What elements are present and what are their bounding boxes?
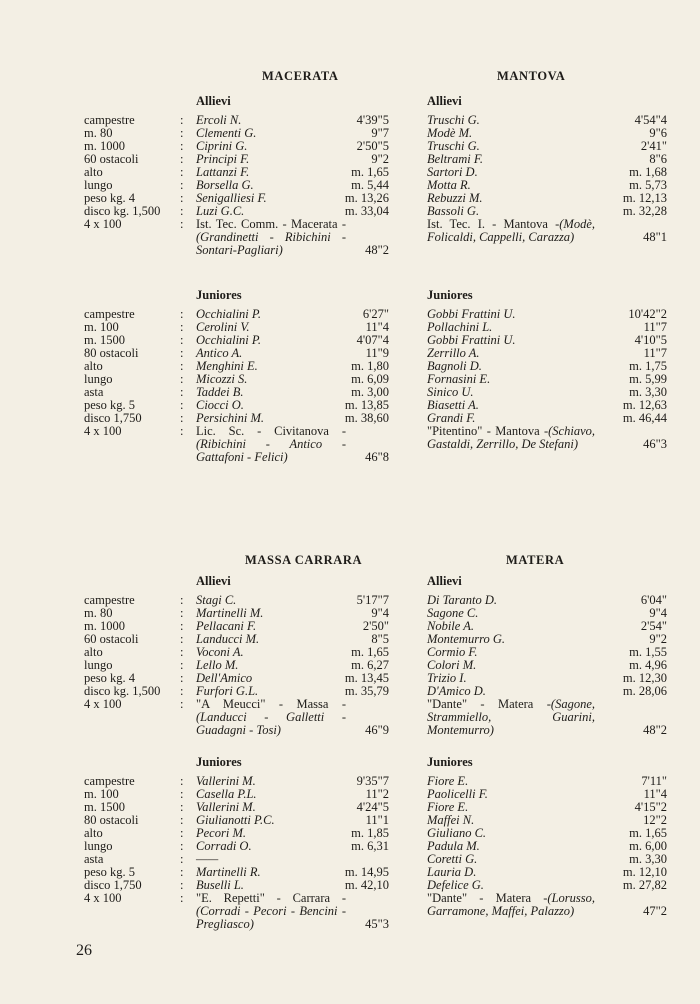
result-value: m. 5,44 [351, 178, 389, 192]
result-value: m. 38,60 [344, 411, 389, 425]
relay-members: (Schiavo, Gastaldi, Zerrillo, De Stefani) [427, 424, 595, 451]
result-row: campestre : Ercoli N. 4'39"5 [84, 113, 389, 127]
event-label: 80 ostacoli [84, 813, 139, 827]
result-value: 4'07"4 [356, 333, 389, 347]
result-row: peso kg. 4 : Dell'Amico m. 13,45 [84, 671, 389, 685]
result-value: 11"7 [643, 346, 667, 360]
result-value: m. 33,04 [344, 204, 389, 218]
athlete-name: Landucci M. [196, 632, 260, 646]
result-value: 11"4 [365, 320, 389, 334]
macerata-allievi-block [84, 95, 389, 257]
result-value: m. 3,30 [629, 852, 667, 866]
result-value: m. 1,68 [629, 165, 667, 179]
athlete-name: Pollachini L. [427, 320, 493, 334]
event-label: 4 x 100 [84, 891, 122, 905]
event-label: asta [84, 385, 104, 399]
relay-members: (Modè, Folicaldi, Cappelli, Carazza) [427, 217, 595, 244]
result-row: lungo : Borsella G. m. 5,44 [84, 178, 389, 192]
result-row: m. 100 : Casella P.L. 11"2 [84, 787, 389, 801]
relay-team: Lic. Sc. - Civitanova - [196, 424, 346, 438]
result-value: m. 1,55 [629, 645, 667, 659]
athlete-name: Biasetti A. [427, 398, 479, 412]
result-value: m. 42,10 [344, 878, 389, 892]
result-value: 4'15"2 [634, 800, 667, 814]
category-heading: Juniores [196, 755, 242, 769]
result-value: m. 27,82 [622, 878, 667, 892]
event-label: peso kg. 5 [84, 865, 136, 879]
result-value: 2'54" [640, 619, 667, 633]
result-value: m. 32,28 [622, 204, 667, 218]
relay-team: "Dante" - Matera - [427, 891, 548, 905]
event-label: 60 ostacoli [84, 152, 139, 166]
event-label: peso kg. 4 [84, 671, 136, 685]
athlete-name: Pellacani F. [196, 619, 257, 633]
relay-team: "Dante" - Matera - [427, 697, 551, 711]
matera-allievi-block [427, 575, 667, 737]
athlete-name: Pecori M. [196, 826, 246, 840]
event-label: 80 ostacoli [84, 346, 139, 360]
result-value: 46"9 [365, 723, 389, 737]
event-label: campestre [84, 113, 135, 127]
athlete-name: Stagi C. [196, 593, 237, 607]
athlete-name: Giuliano C. [427, 826, 487, 840]
athlete-name: Paolicelli F. [427, 787, 488, 801]
relay-team: "E. Repetti" - Carrara - [196, 891, 346, 905]
result-value: 9"2 [649, 632, 667, 646]
result-value: m. 12,30 [622, 671, 667, 685]
athlete-name: Gobbi Frattini U. [427, 307, 516, 321]
event-label: lungo [84, 839, 113, 853]
result-row: peso kg. 5 : Martinelli R. m. 14,95 [84, 865, 389, 879]
result-row: peso kg. 4 : Senigalliesi F. m. 13,26 [84, 191, 389, 205]
result-row: m. 1500 : Occhialini P. 4'07"4 [84, 333, 389, 347]
result-value: 11"2 [365, 787, 389, 801]
event-label: disco kg. 1,500 [84, 204, 161, 218]
result-value: m. 12,63 [622, 398, 667, 412]
result-value: 48"2 [365, 243, 389, 257]
result-row: 60 ostacoli : Landucci M. 8"5 [84, 632, 389, 646]
athlete-name: Fiore E. [427, 800, 469, 814]
relay-members: (Ribichini - Antico - Gattafoni - Felici) [196, 437, 346, 464]
result-value: m. 1,65 [351, 165, 389, 179]
result-row: lungo : Lello M. m. 6,27 [84, 658, 389, 672]
athlete-name: Gobbi Frattini U. [427, 333, 516, 347]
event-label: alto [84, 645, 103, 659]
event-label: peso kg. 4 [84, 191, 136, 205]
athlete-name: Nobile A. [427, 619, 474, 633]
result-value: m. 13,45 [344, 671, 389, 685]
result-value: m. 6,31 [351, 839, 389, 853]
athlete-name: Giulianotti P.C. [196, 813, 275, 827]
relay-members: (Sagone, Strammiello, Guarini, Montemurro) [427, 697, 595, 737]
result-value: 8"5 [371, 632, 389, 646]
category-heading: Juniores [427, 755, 473, 769]
result-row: campestre : Occhialini P. 6'27" [84, 307, 389, 321]
province-title-massa-carrara: MASSA CARRARA [245, 553, 363, 567]
mantova-allievi-block [427, 95, 667, 244]
result-row: 80 ostacoli : Antico A. 11"9 [84, 346, 389, 360]
relay-team: Ist. Tec. I. - Mantova - [427, 217, 560, 231]
athlete-name: Antico A. [196, 346, 243, 360]
athlete-name: Martinelli R. [196, 865, 261, 879]
province-title-macerata: MACERATA [262, 69, 339, 83]
result-value: m. 6,00 [629, 839, 667, 853]
result-value: m. 5,99 [629, 372, 667, 386]
athlete-name: Micozzi S. [196, 372, 248, 386]
event-label: asta [84, 852, 104, 866]
athlete-name: Corradi O. [196, 839, 252, 853]
event-label: disco 1,750 [84, 411, 142, 425]
result-value: 9'35"7 [356, 774, 389, 788]
result-value: 9"4 [371, 606, 389, 620]
athlete-name: Persichini M. [196, 411, 265, 425]
result-row: alto : Voconi A. m. 1,65 [84, 645, 389, 659]
result-row: disco 1,750 : Buselli L. m. 42,10 [84, 878, 389, 892]
relay-row [427, 218, 667, 244]
relay-team: "A Meucci" - Massa - [196, 697, 346, 711]
athlete-name: Ciocci O. [196, 398, 244, 412]
result-row: m. 1500 : Vallerini M. 4'24"5 [84, 800, 389, 814]
result-value: 11"9 [365, 346, 389, 360]
result-value: 4'10"5 [634, 333, 667, 347]
relay-members: (Lorusso, Garramone, Maffei, Palazzo) [427, 891, 595, 918]
athlete-name: Motta R. [427, 178, 471, 192]
result-value: m. 14,95 [344, 865, 389, 879]
result-value: 9"6 [649, 126, 667, 140]
result-value: 9"2 [371, 152, 389, 166]
athlete-name: Truschi G. [427, 113, 480, 127]
result-value: 2'50"5 [356, 139, 389, 153]
athlete-name: Padula M. [427, 839, 480, 853]
category-heading: Allievi [196, 574, 231, 588]
relay-row: 4 x 100 : Lic. Sc. - Civitanova -(Ribichini - Antico - Gattafoni - Felici) 46"8 [84, 424, 389, 464]
athlete-name: Lello M. [196, 658, 239, 672]
athlete-name: Zerrillo A. [427, 346, 480, 360]
athlete-name: Senigalliesi F. [196, 191, 267, 205]
athlete-name: Buselli L. [196, 878, 244, 892]
result-value: 45"3 [365, 917, 389, 931]
result-value: m. 35,79 [344, 684, 389, 698]
athlete-name: Grandi F. [427, 411, 476, 425]
event-label: 4 x 100 [84, 217, 122, 231]
result-value: 11"7 [643, 320, 667, 334]
athlete-name: Colori M. [427, 658, 477, 672]
result-value: m. 1,80 [351, 359, 389, 373]
result-row: alto : Menghini E. m. 1,80 [84, 359, 389, 373]
athlete-name: Truschi G. [427, 139, 480, 153]
event-label: campestre [84, 307, 135, 321]
event-label: m. 80 [84, 126, 113, 140]
result-value: 6'27" [362, 307, 389, 321]
event-label: m. 1500 [84, 333, 125, 347]
relay-row [427, 425, 667, 451]
relay-row [427, 892, 667, 918]
result-row: m. 80 : Martinelli M. 9"4 [84, 606, 389, 620]
athlete-name: Bassoli G. [427, 204, 480, 218]
relay-members: (Corradi - Pecori - Bencini - Pregliasco) [196, 904, 346, 931]
result-value: 9"7 [371, 126, 389, 140]
athlete-name: Cormio F. [427, 645, 478, 659]
athlete-name: Ciprini G. [196, 139, 248, 153]
category-heading: Juniores [427, 288, 473, 302]
result-value: m. 28,06 [622, 684, 667, 698]
result-row: lungo : Corradi O. m. 6,31 [84, 839, 389, 853]
event-label: 60 ostacoli [84, 632, 139, 646]
result-row: m. 80 : Clementi G. 9"7 [84, 126, 389, 140]
result-value: 10'42"2 [628, 307, 667, 321]
result-value: 48"1 [643, 230, 667, 244]
athlete-name: Fornasini E. [427, 372, 491, 386]
event-label: 4 x 100 [84, 697, 122, 711]
result-value: 4'24"5 [356, 800, 389, 814]
athlete-name: Borsella G. [196, 178, 254, 192]
athlete-name: Taddei B. [196, 385, 244, 399]
province-title-matera: MATERA [506, 553, 565, 567]
result-row: campestre : Vallerini M. 9'35"7 [84, 774, 389, 788]
result-value: m. 6,27 [351, 658, 389, 672]
result-row: m. 1000 : Ciprini G. 2'50"5 [84, 139, 389, 153]
event-label: m. 1500 [84, 800, 125, 814]
result-value: m. 13,85 [344, 398, 389, 412]
event-label: campestre [84, 774, 135, 788]
result-value: 47"2 [643, 904, 667, 918]
athlete-name: Coretti G. [427, 852, 478, 866]
result-row: disco kg. 1,500 : Luzi G.C. m. 33,04 [84, 204, 389, 218]
relay-members: (Landucci - Galletti - Guadagni - Tosi) [196, 710, 346, 737]
event-label: campestre [84, 593, 135, 607]
athlete-name: Luzi G.C. [196, 204, 245, 218]
athlete-name: Occhialini P. [196, 307, 262, 321]
result-value: 12"2 [643, 813, 667, 827]
athlete-name: Sagone C. [427, 606, 479, 620]
athlete-name: Maffei N. [427, 813, 475, 827]
athlete-name: Occhialini P. [196, 333, 262, 347]
matera-juniores-block [427, 756, 667, 918]
athlete-name: Fiore E. [427, 774, 469, 788]
relay-team: "Pitentino" - Mantova - [427, 424, 549, 438]
event-label: lungo [84, 372, 113, 386]
relay-row [427, 698, 667, 737]
athlete-name: Montemurro G. [427, 632, 506, 646]
event-label: alto [84, 826, 103, 840]
result-value: 48"2 [643, 723, 667, 737]
mantova-juniores-block [427, 289, 667, 451]
athlete-name: Principi F. [196, 152, 250, 166]
athlete-name: Defelice G. [427, 878, 484, 892]
result-value: 46"8 [365, 450, 389, 464]
result-value: 11"1 [365, 813, 389, 827]
result-row: alto : Pecori M. m. 1,85 [84, 826, 389, 840]
event-label: lungo [84, 178, 113, 192]
massa-carrara-allievi-block [84, 575, 389, 737]
athlete-name: Rebuzzi M. [427, 191, 483, 205]
result-row: asta : —— [84, 852, 219, 866]
athlete-name: Beltrami F. [427, 152, 484, 166]
result-value: m. 1,75 [629, 359, 667, 373]
province-title-mantova: MANTOVA [497, 69, 566, 83]
result-value: 6'04" [640, 593, 667, 607]
athlete-name: Clementi G. [196, 126, 257, 140]
result-value: 2'50" [362, 619, 389, 633]
event-label: alto [84, 359, 103, 373]
relay-row: 4 x 100 : Ist. Tec. Comm. - Macerata -(Grandinetti - Ribichini - Sontari-Pagliari) 48"2 [84, 217, 389, 257]
athlete-name: Furfori G.L. [196, 684, 259, 698]
result-row: disco 1,750 : Persichini M. m. 38,60 [84, 411, 389, 425]
athlete-name: Casella P.L. [196, 787, 257, 801]
athlete-name: Voconi A. [196, 645, 244, 659]
category-heading: Allievi [427, 94, 462, 108]
result-value: 4'54"4 [634, 113, 667, 127]
result-value: m. 1,85 [351, 826, 389, 840]
result-row: peso kg. 5 : Ciocci O. m. 13,85 [84, 398, 389, 412]
event-label: m. 100 [84, 320, 119, 334]
category-heading: Allievi [427, 574, 462, 588]
result-value: 5'17"7 [356, 593, 389, 607]
result-value: m. 3,00 [351, 385, 389, 399]
result-value: m. 5,73 [629, 178, 667, 192]
result-row: asta : Taddei B. m. 3,00 [84, 385, 389, 399]
result-row: campestre : Stagi C. 5'17"7 [84, 593, 389, 607]
result-value: m. 1,65 [629, 826, 667, 840]
event-label: m. 80 [84, 606, 113, 620]
athlete-name: Di Taranto D. [427, 593, 498, 607]
result-row: m. 100 : Cerolini V. 11"4 [84, 320, 389, 334]
result-value: 4'39"5 [356, 113, 389, 127]
relay-row: 4 x 100 : "E. Repetti" - Carrara -(Corradi - Pecori - Bencini - Pregliasco) 45"3 [84, 891, 389, 931]
category-heading: Juniores [196, 288, 242, 302]
result-row: alto : Lattanzi F. m. 1,65 [84, 165, 389, 179]
athlete-name: Vallerini M. [196, 774, 256, 788]
event-label: alto [84, 165, 103, 179]
athlete-name: —— [196, 852, 219, 866]
athlete-name: Martinelli M. [196, 606, 264, 620]
result-row: 80 ostacoli : Giulianotti P.C. 11"1 [84, 813, 389, 827]
result-value: 9"4 [649, 606, 667, 620]
event-label: m. 1000 [84, 619, 125, 633]
athlete-name: Dell'Amico [196, 671, 253, 685]
event-label: peso kg. 5 [84, 398, 136, 412]
result-row: lungo : Micozzi S. m. 6,09 [84, 372, 389, 386]
relay-members: (Grandinetti - Ribichini - Sontari-Pagliari) [196, 230, 346, 257]
result-value: m. 4,96 [629, 658, 667, 672]
result-value: 7'11" [641, 774, 667, 788]
result-value: m. 3,30 [629, 385, 667, 399]
result-value: m. 13,26 [344, 191, 389, 205]
athlete-name: Lattanzi F. [196, 165, 250, 179]
event-label: disco 1,750 [84, 878, 142, 892]
athlete-name: Vallerini M. [196, 800, 256, 814]
result-row: 60 ostacoli : Principi F. 9"2 [84, 152, 389, 166]
event-label: 4 x 100 [84, 424, 122, 438]
result-row: m. 1000 : Pellacani F. 2'50" [84, 619, 389, 633]
result-value: 8"6 [649, 152, 667, 166]
athlete-name: Menghini E. [196, 359, 258, 373]
event-label: disco kg. 1,500 [84, 684, 161, 698]
event-label: lungo [84, 658, 113, 672]
athlete-name: Cerolini V. [196, 320, 250, 334]
relay-team: Ist. Tec. Comm. - Macerata - [196, 217, 346, 231]
result-value: m. 12,13 [622, 191, 667, 205]
result-value: m. 6,09 [351, 372, 389, 386]
event-label: m. 1000 [84, 139, 125, 153]
macerata-juniores-block [84, 289, 389, 464]
result-value: 11"4 [643, 787, 667, 801]
athlete-name: D'Amico D. [427, 684, 486, 698]
result-row: disco kg. 1,500 : Furfori G.L. m. 35,79 [84, 684, 389, 698]
result-value: m. 12,10 [622, 865, 667, 879]
result-value: 2'41" [640, 139, 667, 153]
athlete-name: Modè M. [427, 126, 473, 140]
athlete-name: Ercoli N. [196, 113, 242, 127]
athlete-name: Lauria D. [427, 865, 477, 879]
result-value: 46"3 [643, 437, 667, 451]
relay-row: 4 x 100 : "A Meucci" - Massa -(Landucci - Galletti - Guadagni - Tosi) 46"9 [84, 697, 389, 737]
athlete-name: Sartori D. [427, 165, 478, 179]
result-value: m. 46,44 [622, 411, 667, 425]
athlete-name: Trizio I. [427, 671, 467, 685]
page-number: 26 [76, 942, 92, 959]
massa-carrara-juniores-block [84, 756, 389, 931]
category-heading: Allievi [196, 94, 231, 108]
event-label: m. 100 [84, 787, 119, 801]
athlete-name: Sinico U. [427, 385, 474, 399]
result-value: m. 1,65 [351, 645, 389, 659]
athlete-name: Bagnoli D. [427, 359, 482, 373]
